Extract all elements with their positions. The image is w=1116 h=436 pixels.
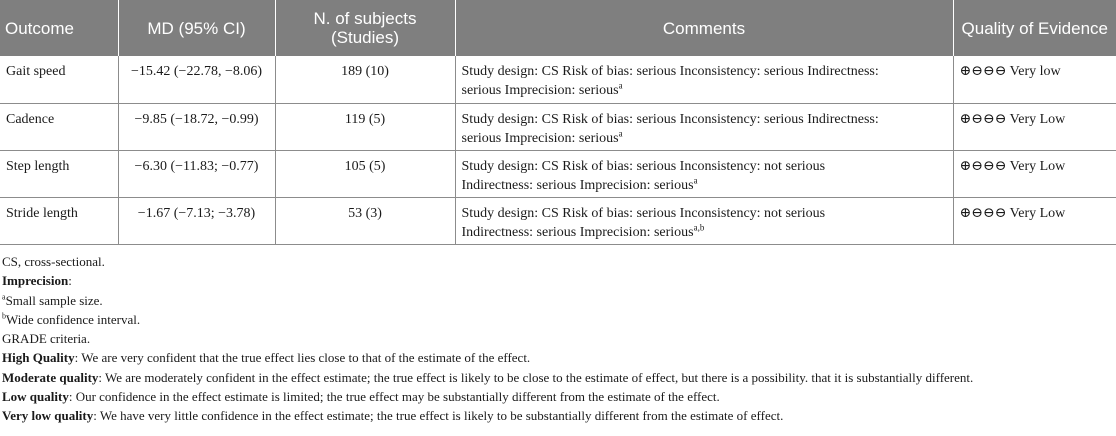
footnote-marker: a: [693, 174, 698, 185]
footnote-marker-b: b: [2, 311, 6, 321]
comments-line: Indirectness: serious Imprecision: serious: [461, 177, 694, 193]
cell-outcome: Cadence: [0, 103, 118, 150]
footnote-colon: :: [68, 273, 72, 289]
comments-line: serious Imprecision: serious: [461, 130, 619, 146]
comments-line: Indirectness: serious Imprecision: serious: [461, 224, 694, 240]
cell-n: 105 (5): [275, 150, 455, 197]
footnote-imprecision-label: Imprecision: [2, 273, 69, 289]
cell-md: −1.67 (−7.13; −3.78): [118, 197, 275, 244]
cell-comments: [455, 103, 953, 150]
footnote-moderate-label: Moderate quality: [2, 369, 99, 385]
footnote-verylow-label: Very low quality: [2, 408, 94, 424]
footnote-low-label: Low quality: [2, 389, 69, 405]
header-md-ci: MD (95% CI): [118, 0, 275, 56]
footnote-a-text: Small sample size.: [5, 292, 103, 308]
footnote-verylow-text: : We have very little confidence in the effect estimate; the true effect is likely to be substantially different from the estimate of effect.: [93, 408, 784, 424]
cell-quality: ⊕⊖⊖⊖ Very Low: [953, 150, 1116, 197]
table-header-row: [0, 0, 1116, 56]
comments-line: Study design: CS Risk of bias: serious Inconsistency: not serious: [461, 205, 826, 221]
cell-outcome: Gait speed: [0, 56, 118, 103]
comments-line: Study design: CS Risk of bias: serious Inconsistency: serious Indirectness:: [461, 111, 879, 127]
footnote-marker: a: [618, 127, 623, 138]
footnote-b: [2, 310, 1116, 329]
header-quality: Quality of Evidence: [953, 0, 1116, 56]
header-n-subjects: N. of subjects (Studies): [275, 0, 455, 56]
comments-line: Study design: CS Risk of bias: serious Inconsistency: serious Indirectness:: [461, 64, 879, 79]
footnote-high: [2, 348, 1116, 367]
cell-md: −6.30 (−11.83; −0.77): [118, 150, 275, 197]
cell-outcome: Stride length: [0, 197, 118, 244]
footnote-a: [2, 291, 1116, 310]
cell-quality: ⊕⊖⊖⊖ Very low: [953, 56, 1116, 103]
cell-n: 189 (10): [275, 56, 455, 103]
footnote-marker-a: a: [2, 292, 6, 302]
table-row: [0, 150, 1116, 197]
footnote-low: [2, 387, 1116, 406]
cell-md: −9.85 (−18.72, −0.99): [118, 103, 275, 150]
table-row: [0, 103, 1116, 150]
footnote-marker: a: [618, 80, 623, 91]
header-comments: Comments: [455, 0, 953, 56]
cell-quality: ⊕⊖⊖⊖ Very Low: [953, 103, 1116, 150]
cell-comments: [455, 56, 953, 103]
footnote-imprecision: [2, 271, 1116, 290]
footnote-low-text: : Our confidence in the effect estimate is limited; the true effect may be substantially different from the estimate of the effect.: [68, 389, 720, 405]
cell-quality: ⊕⊖⊖⊖ Very Low: [953, 197, 1116, 244]
table-row: [0, 56, 1116, 103]
footnote-grade: GRADE criteria.: [2, 331, 91, 347]
footnote-marker: a,b: [693, 221, 705, 232]
cell-n: 53 (3): [275, 197, 455, 244]
table-row: [0, 197, 1116, 244]
footnote-high-text: : We are very confident that the true effect lies close to that of the estimate of the effect.: [74, 350, 531, 366]
footnote-cs: CS, cross-sectional.: [2, 254, 105, 269]
cell-comments: [455, 197, 953, 244]
cell-n: 119 (5): [275, 103, 455, 150]
footnote-high-label: High Quality: [2, 350, 75, 366]
cell-md: −15.42 (−22.78, −8.06): [118, 56, 275, 103]
table-footnotes: [2, 252, 1116, 426]
header-outcome: Outcome: [0, 0, 118, 56]
footnote-verylow: [2, 406, 1116, 425]
footnote-moderate-text: : We are moderately confident in the effect estimate; the true effect is likely to be close to the estimate of effect, but there is a possibility. that it is substantially different.: [98, 369, 974, 385]
cell-outcome: Step length: [0, 150, 118, 197]
footnote-b-text: Wide confidence interval.: [6, 311, 141, 327]
comments-line: serious Imprecision: serious: [461, 83, 619, 98]
comments-line: Study design: CS Risk of bias: serious Inconsistency: not serious: [461, 158, 826, 174]
footnote-moderate: [2, 368, 1116, 387]
cell-comments: [455, 150, 953, 197]
